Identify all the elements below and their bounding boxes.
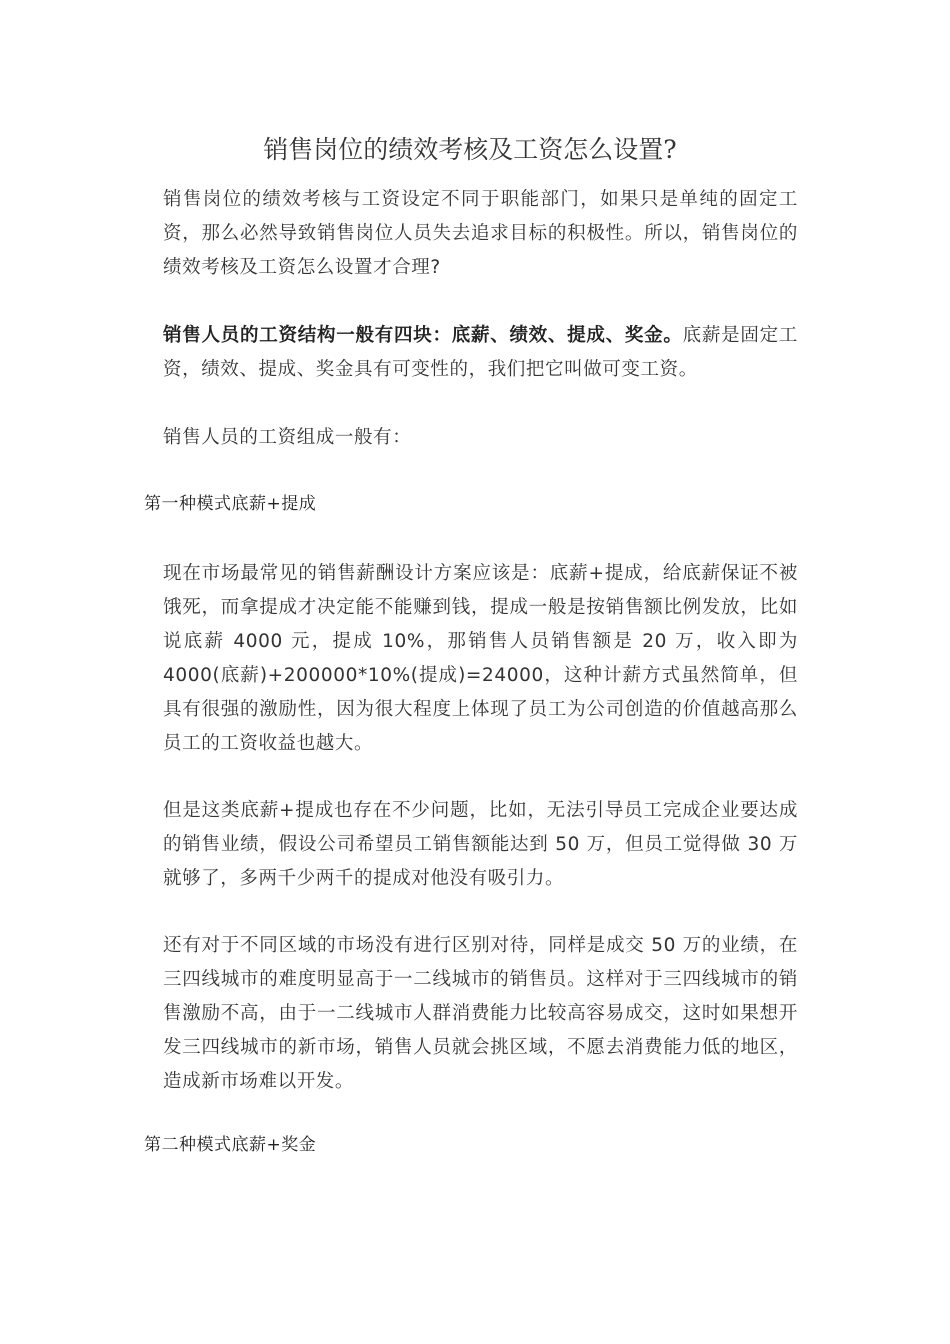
mode-1-problem-paragraph: 但是这类底薪+提成也存在不少问题，比如，无法引导员工完成企业要达成的销售业绩，假设公司希望员工销售额能达到 50 万，但员工觉得做 30 万就够了，多两千少两千的提成对他没有吸引力。 bbox=[163, 800, 798, 889]
mode-1-description-paragraph: 现在市场最常见的销售薪酬设计方案应该是：底薪+提成，给底薪保证不被饿死，而拿提成才决定能不能赚到钱，提成一般是按销售额比例发放，比如说底薪 4000 元，提成 10%，那销售人员销售额是 20 万，收入即为 4000(底薪)+200000*10%(提成)=24000，这种计薪方式虽然简单，但具有很强的激励性，因为很大程度上体现了员工为公司创造的价值越高那么员工的工资收益也越大。 bbox=[163, 563, 798, 754]
section-heading-mode-2: 第二种模式底薪+奖金 bbox=[144, 1135, 317, 1155]
mode-1-region-paragraph: 还有对于不同区域的市场没有进行区别对待，同样是成交 50 万的业绩，在三四线城市的难度明显高于一二线城市的销售员。这样对于三四线城市的销售激励不高，由于一二线城市人群消费能力比较高容易成交，这时如果想开发三四线城市的新市场，销售人员就会挑区域，不愿去消费能力低的地区，造成新市场难以开发。 bbox=[163, 935, 798, 1092]
salary-structure-bold-text: 销售人员的工资结构一般有四块：底薪、绩效、提成、奖金。 bbox=[163, 325, 683, 346]
intro-paragraph: 销售岗位的绩效考核与工资设定不同于职能部门，如果只是单纯的固定工资，那么必然导致销售岗位人员失去追求目标的积极性。所以，销售岗位的绩效考核及工资怎么设置才合理? bbox=[163, 189, 798, 278]
salary-composition-paragraph: 销售人员的工资组成一般有： bbox=[163, 427, 412, 448]
salary-structure-text: 底薪是固定工资，绩效、提成、奖金具有可变性的，我们把它叫做可变工资。 bbox=[163, 325, 799, 380]
document-title: 销售岗位的绩效考核及工资怎么设置? bbox=[263, 135, 677, 164]
section-heading-mode-1: 第一种模式底薪+提成 bbox=[144, 494, 317, 514]
salary-structure-paragraph bbox=[163, 319, 798, 387]
